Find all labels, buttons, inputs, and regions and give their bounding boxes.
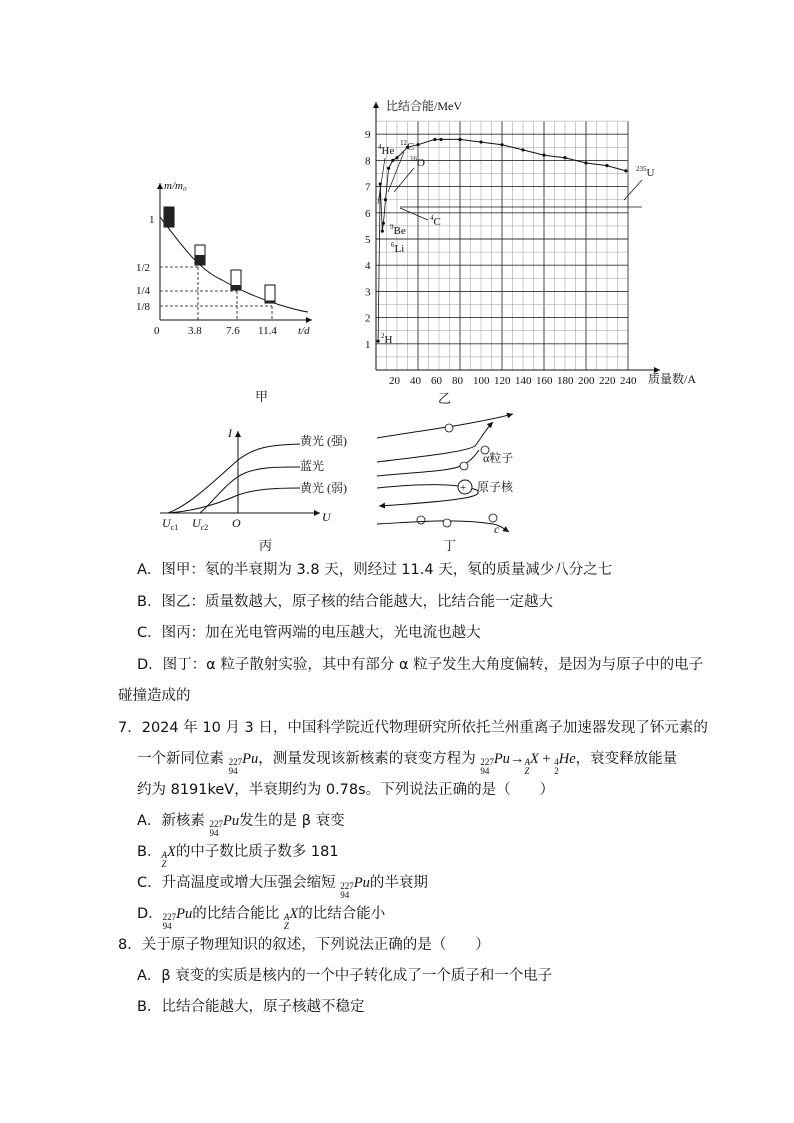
curve-label-blue: 蓝光: [300, 459, 325, 473]
bing-origin: O: [232, 516, 241, 530]
figure-bing: [160, 425, 360, 535]
bing-xlabel: U: [322, 510, 331, 524]
yi-xlabel: 质量数/A: [648, 372, 697, 386]
curve-blue: [200, 467, 300, 513]
caption-ding: 丁: [443, 539, 457, 554]
label-16O: $^{16}$O: [410, 155, 425, 169]
jia-xlabel: t/d: [298, 325, 310, 337]
label-4C: $^4$C: [430, 214, 441, 228]
q8-option-b: B．比结合能越大，原子核越不稳定: [137, 999, 365, 1015]
q7-stem-line2: 一个新同位素 227 94 Pu，测量发现该新核素的衰变方程为 227 94 Pu→ A Z X + 4 2 He，衰变释放能量: [137, 751, 678, 776]
yi-ytick: 3: [365, 286, 371, 299]
jia-xtick-3: 11.4: [258, 325, 277, 337]
figure-jia: [136, 175, 320, 337]
curve-label-yellow-weak: 黄光 (弱): [300, 481, 347, 495]
yi-data-point: [391, 159, 394, 162]
jia-ytick-2: 1/2: [136, 262, 151, 274]
q6-option-d-line2: 碰撞造成的: [118, 688, 191, 704]
yi-ytick: 4: [365, 260, 371, 273]
q7-option-b: B． A Z X的中子数比质子数多 181: [137, 844, 339, 869]
yi-ytick: 6: [365, 207, 371, 220]
yi-xtick: 100: [473, 375, 490, 387]
q6-option-b: B．图乙：质量数越大，原子核的结合能越大，比结合能一定越大: [137, 594, 553, 610]
caption-jia: 甲: [255, 390, 269, 405]
curve-yellow-strong: [168, 444, 300, 513]
yi-ytick: 9: [365, 129, 371, 142]
q6-option-c: C．图丙：加在光电管两端的电压越大，光电流也越大: [137, 625, 481, 641]
yi-xtick: 120: [494, 375, 511, 387]
decay-equation: 227 94 Pu→ A Z X + 4 2 He: [480, 751, 576, 776]
svg-text:+: +: [460, 482, 467, 494]
figure-yi: [360, 92, 720, 392]
yi-data-point: [521, 148, 524, 151]
bing-ylabel: I: [228, 426, 232, 440]
alpha-label: α粒子: [483, 451, 514, 465]
caption-yi: 乙: [438, 392, 452, 407]
yi-ytick: 1: [365, 338, 371, 351]
yi-ytick: 8: [365, 155, 371, 168]
pu-isotope: 227 94 Pu: [228, 751, 259, 776]
yi-data-point: [563, 156, 566, 159]
c-label: c: [494, 522, 500, 536]
yi-data-point: [500, 143, 503, 146]
decay-curve: [160, 217, 308, 312]
jia-xtick-2: 7.6: [226, 325, 240, 337]
yi-xtick: 220: [599, 375, 616, 387]
yi-xtick: 240: [620, 375, 637, 387]
yi-xtick: 160: [536, 375, 553, 387]
yi-data-point: [542, 154, 545, 157]
yi-xtick: 20: [389, 375, 400, 387]
yi-xtick: 180: [557, 375, 574, 387]
jia-xtick-1: 3.8: [188, 325, 202, 337]
yi-data-point: [584, 161, 587, 164]
yi-data-point: [440, 138, 443, 141]
yi-ticks: [365, 129, 637, 387]
label-2H: $^2$H: [381, 332, 393, 346]
yi-data-point: [605, 164, 608, 167]
caption-bing: 丙: [259, 539, 273, 554]
label-12C: $^{12}$C: [400, 139, 415, 153]
q8-stem: 8．关于原子物理知识的叙述，下列说法正确的是（ ）: [118, 937, 490, 953]
q6-option-d-line1: D．图丁：α 粒子散射实验，其中有部分 α 粒子发生大角度偏转，是因为与原子中的电子: [137, 657, 704, 673]
figure-ding: [375, 410, 535, 535]
curve-label-yellow-strong: 黄光 (强): [300, 434, 347, 448]
q7-stem-line3: 约为 8191keV，半衰期约为 0.78s。下列说法正确的是（ ）: [137, 782, 555, 798]
yi-ylabel: 比结合能/MeV: [386, 99, 462, 113]
q6-option-a: A．图甲：氡的半衰期为 3.8 天，则经过 11.4 天，氡的质量减少八分之七: [137, 562, 613, 578]
q7-option-d: D． 227 94 Pu的比结合能比 A Z X的比结合能小: [137, 906, 386, 931]
label-235U: $^{235}$U: [636, 165, 655, 179]
yi-xtick: 200: [578, 375, 595, 387]
q7-option-c: C．升高温度或增大压强会缩短 227 94 Pu的半衰期: [137, 875, 428, 900]
sample-bar-4: [265, 285, 275, 303]
jia-ylabel: m/m₀: [164, 180, 187, 192]
curve-yellow-weak: [168, 488, 300, 513]
yi-data-point: [395, 156, 398, 159]
bing-uc2: $U_{c2}$: [192, 516, 209, 532]
yi-data-point: [458, 138, 461, 141]
yi-xtick: 140: [515, 375, 532, 387]
jia-ytick-1: 1: [149, 214, 155, 226]
yi-xtick: 80: [452, 375, 463, 387]
yi-ytick: 7: [365, 181, 371, 194]
label-4He: $^4$He: [378, 143, 395, 157]
bing-uc1: $U_{c1}$: [162, 516, 179, 532]
yi-ytick: 2: [365, 312, 371, 325]
yi-ytick: 5: [365, 234, 371, 246]
q7-option-a: A．新核素 227 94 Pu发生的是 β 衰变: [137, 813, 345, 838]
label-9Be: $^9$Be: [390, 223, 406, 237]
jia-ytick-3: 1/4: [136, 285, 151, 297]
yi-data-point: [433, 138, 436, 141]
nucleus-label: 原子核: [477, 480, 514, 494]
q8-option-a: A．β 衰变的实质是核内的一个中子转化成了一个质子和一个电子: [137, 968, 553, 984]
yi-data-point: [416, 143, 419, 146]
yi-data-point: [479, 140, 482, 143]
jia-ytick-4: 1/8: [136, 301, 151, 313]
label-6Li: $^6$Li: [391, 241, 405, 255]
yi-data-point: [624, 169, 627, 172]
yi-xtick: 60: [431, 375, 442, 387]
yi-xtick: 40: [410, 375, 421, 387]
q7-stem-line1: 7．2024 年 10 月 3 日，中国科学院近代物理研究所依托兰州重离子加速器发现了钚元素的: [118, 720, 708, 736]
jia-xtick-0: 0: [154, 325, 160, 337]
